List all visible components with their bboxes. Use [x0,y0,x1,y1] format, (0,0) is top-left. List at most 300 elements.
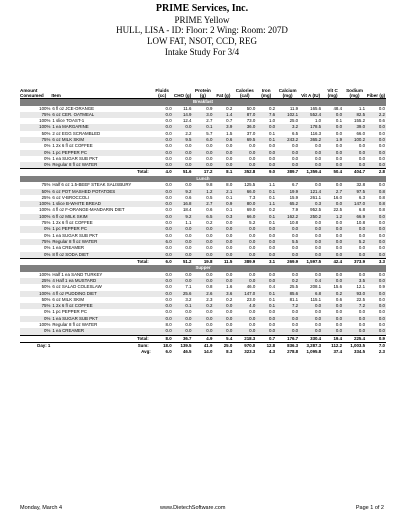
nutrient-cell: 0.0 [193,328,214,335]
nutrient-cell: 0.0 [233,150,256,156]
patient-info: HULL, LISA - ID: Floor: 2 Wing: Room: 207D [116,25,288,36]
total-cell: 5.4 [213,335,233,342]
nutrient-cell: 0.0 [276,252,299,259]
section-title: Supper [20,265,386,272]
nutrient-cell: 0.0 [193,162,214,169]
nutrient-cell: 1.1 [185,220,192,226]
column-header: Amount Consumed [20,88,51,99]
sum-cell: 7.0 [366,342,386,349]
nutrient-cell: 147.0 [233,291,256,297]
nutrient-cell: 0.0 [173,316,193,322]
total-label: Total: [20,258,152,265]
nutrient-cell: 0.0 [315,322,322,327]
section-total-row [20,335,386,342]
item-cell: 1 ea CREAMER [51,328,151,335]
nutrient-cell: 1.1 [256,201,276,207]
total-cell: 218.3 [233,335,256,342]
nutrient-cell: 0.1 [269,194,276,200]
nutrient-cell: 7.1 [185,284,192,290]
nutrient-cell: 0.0 [276,316,299,322]
nutrient-cell: 0.0 [226,143,233,149]
intake-table-body [20,99,386,356]
nutrient-cell: 0.8 [378,194,385,200]
nutrient-cell: 0.0 [299,150,322,156]
nutrient-cell: 0.0 [165,232,172,238]
nutrient-cell: 0.1 [193,124,214,130]
nutrient-cell: 6.0 [193,137,214,143]
nutrient-cell: 0.0 [358,232,366,238]
nutrient-cell: 0.0 [366,278,386,284]
nutrient-cell: 0.1 [256,303,276,309]
sum-cell: 1,003.5 [343,342,366,349]
nutrient-cell: 0.2 [193,303,214,309]
avg-cell: 46.5 [182,349,192,355]
intake-table [20,88,386,355]
nutrient-cell: 0.0 [213,303,233,309]
amount-consumed-cell: 0% [20,328,51,335]
nutrient-cell: 73.0 [246,118,256,124]
nutrient-cell: 0.0 [343,316,366,322]
nutrient-cell: 0.0 [322,150,343,156]
nutrient-cell: 14.9 [173,112,193,118]
nutrient-cell: 50.0 [246,105,256,111]
total-cell: 50.4 [322,169,343,176]
nutrient-cell: 0.0 [358,155,366,161]
location-name: PRIME Yellow [174,14,230,25]
nutrient-cell: 7.9 [292,207,299,213]
nutrient-cell: 36.0 [233,124,256,130]
nutrient-cell: 0.0 [152,201,173,207]
item-cell: 6 oz SALAD COLESLAW [52,284,102,290]
nutrient-cell: 0.0 [249,271,256,277]
nutrient-cell: 0.0 [322,201,343,207]
sum-cell: 970.0 [233,342,256,349]
item-cell: 6 oz POT MASHED POTATOES [51,189,151,195]
item-cell: 1 pc PEPPER PC [52,309,88,315]
nutrient-cell: 155.2 [354,118,366,124]
nutrient-cell: 0.0 [366,252,386,259]
nutrient-cell: 0.0 [185,155,192,161]
amount-consumed-cell: 0% [20,162,51,169]
nutrient-cell: 2.1 [213,189,233,195]
item-cell: Regular 8 fl oz WATER [52,322,98,327]
nutrient-cell: 0.0 [276,328,299,335]
item-cell: Regular 8 fl oz WATER [51,239,151,245]
nutrient-cell: 0.0 [378,296,385,302]
nutrient-cell: 0.0 [292,155,299,161]
section-total-row [20,169,386,176]
nutrient-cell: 0.0 [206,271,213,277]
nutrient-cell: 0.0 [322,252,343,259]
nutrient-cell: 0.0 [173,239,193,245]
nutrient-cell: 1.9 [322,137,343,143]
nutrient-cell: 0.1 [256,214,276,220]
total-cell: 352.8 [233,169,256,176]
nutrient-cell: 0.0 [378,105,385,111]
nutrient-cell: 0.0 [226,220,233,226]
total-cell: 330.4 [299,335,322,342]
avg-cell: 6.0 [165,349,172,355]
nutrient-cell: 0.2 [206,220,213,226]
total-cell: 1,359.4 [299,169,322,176]
avg-cell: 1,095.8 [306,349,322,355]
item-cell: 1 pc PEPPER PC [51,150,151,156]
nutrient-cell: 5.2 [249,220,256,226]
nutrient-cell: 0.0 [276,150,299,156]
nutrient-cell: 0.0 [193,226,214,232]
column-header: Calcium (mg) [276,88,299,99]
nutrient-cell: 0.0 [358,322,366,327]
nutrient-cell: 2.2 [366,112,386,118]
nutrient-cell: 0.0 [185,245,192,251]
nutrient-cell: 0.0 [299,316,322,322]
nutrient-cell: 0.0 [378,155,385,161]
total-cell: 17.2 [193,169,214,176]
nutrient-cell: 0.0 [173,278,193,284]
nutrient-cell: 0.0 [152,316,173,322]
nutrient-cell: 0.0 [335,271,343,277]
nutrient-cell: 93.0 [343,291,366,297]
amount-consumed-cell: 50% [41,296,51,302]
nutrient-cell: 0.0 [152,252,173,259]
total-cell: 404.7 [343,169,366,176]
item-cell: 4 fl oz F-ORANGE-MANDARIN DIET [52,207,125,213]
item-cell: Half 6 oz 1.5-BEEF STEAK SALISBURY [52,182,132,188]
nutrient-cell: 0.0 [226,322,233,327]
nutrient-cell: 0.6 [378,118,385,124]
nutrient-cell: 0.0 [173,162,193,169]
nutrient-cell: 0.0 [165,143,172,149]
nutrient-cell: 46.0 [246,284,256,290]
nutrient-cell: 0.0 [315,245,322,251]
table-row [20,162,386,169]
nutrient-cell: 0.0 [343,150,366,156]
nutrient-cell: 0.9 [213,201,233,207]
section-header-row [20,99,386,106]
total-cell: 8.0 [152,335,173,342]
nutrient-cell: 66.0 [233,214,256,220]
nutrient-cell: 0.0 [322,124,343,130]
nutrient-cell: 1.6 [226,284,233,290]
amount-consumed-cell: 100% [39,322,51,327]
nutrient-cell: 0.0 [269,271,276,277]
nutrient-cell: 10.8 [356,220,366,226]
nutrient-cell: 6.3 [358,194,366,200]
nutrient-cell: 0.2 [276,278,299,284]
total-cell: 176.7 [276,335,299,342]
nutrient-cell: 0.0 [152,278,173,284]
nutrient-cell: 0.0 [206,155,213,161]
nutrient-cell: 0.0 [165,130,172,136]
nutrient-cell: 0.0 [173,124,193,130]
nutrient-cell: 6.8 [358,207,366,213]
amount-consumed-cell: 75% [20,137,51,143]
nutrient-cell: 0.0 [299,328,322,335]
nutrient-cell: 0.2 [269,207,276,213]
nutrient-cell: 0.8 [366,189,386,195]
nutrient-cell: 0.0 [269,322,276,327]
nutrient-cell: 0.0 [358,309,366,315]
amount-consumed-cell: 100% [20,201,51,207]
nutrient-cell: 3.2 [276,124,299,130]
nutrient-cell: 0.0 [152,303,173,309]
nutrient-cell: 0.0 [165,118,172,124]
nutrient-cell: 2.7 [322,189,343,195]
nutrient-cell: 11.6 [183,105,192,111]
nutrient-cell: 0.3 [213,214,233,220]
sum-cell: 41.9 [193,342,214,349]
nutrient-cell: 66.9 [343,214,366,220]
sum-cell: 3,287.3 [299,342,322,349]
nutrient-cell: 1.5 [226,130,233,136]
nutrient-cell: 0.1 [226,194,233,200]
nutrient-cell: 0.0 [292,232,299,238]
footer-date: Monday, March 4 [20,505,63,511]
nutrient-cell: 0.0 [322,226,343,232]
nutrient-cell: 125.5 [244,182,256,188]
total-cell: 9.0 [256,169,276,176]
item-cell: 1 ea SUGAR SUB PKT [52,155,98,161]
nutrient-cell: 0.0 [366,137,386,143]
footer-url[interactable]: www.DietechSoftware.com [160,505,226,511]
nutrient-cell: 0.0 [366,316,386,322]
column-header: Protein (g) [193,88,214,99]
total-cell: 8.1 [213,169,233,176]
nutrient-cell: 0.0 [335,182,343,188]
column-header: Vit C (mg) [322,88,343,99]
nutrient-cell: 0.0 [213,278,233,284]
nutrient-cell: 7.2 [276,303,299,309]
item-cell: 8 fl oz SODA DIET [51,252,151,259]
nutrient-cell: 162.2 [276,214,299,220]
nutrient-cell: 0.1 [256,137,276,143]
total-cell: 225.4 [343,335,366,342]
nutrient-cell: 0.0 [233,226,256,232]
nutrient-cell: 25.5 [289,284,299,290]
nutrient-cell: 0.0 [213,316,233,322]
amount-consumed-cell: 75% [20,112,51,118]
item-cell: 6 fl oz JCE-ORANGE [52,105,95,111]
nutrient-cell: 0.0 [378,322,385,327]
nutrient-cell: 0.0 [165,284,172,290]
nutrient-cell: 0.0 [249,232,256,238]
nutrient-cell: 0.0 [322,278,343,284]
amount-consumed-cell: 0% [20,316,51,322]
column-header: CHO (g) [173,88,193,99]
amount-consumed-cell: 50% [41,130,51,136]
avg-cell: 334.5 [354,349,366,355]
amount-consumed-cell: 100% [20,291,51,297]
nutrient-cell: 0.0 [185,232,192,238]
column-header: Sodium (mg) [343,88,366,99]
nutrient-cell: 243.2 [276,137,299,143]
nutrient-cell: 9.2 [173,189,193,195]
nutrient-cell: 0.0 [335,220,343,226]
nutrient-cell: 6.0 [152,239,173,245]
nutrient-cell: 0.0 [378,271,385,277]
day-sum-row [20,342,386,349]
amount-consumed-cell: 100% [39,105,51,111]
amount-consumed-cell: 100% [39,118,51,124]
nutrient-cell: 6.5 [292,130,299,136]
amount-consumed-cell: 75% [20,239,51,245]
amount-consumed-cell: 0% [44,309,51,315]
item-cell: 1 2x 6 fl oz COFFEE [52,143,93,149]
nutrient-cell: 0.0 [256,124,276,130]
nutrient-cell: 0.2 [226,296,233,302]
nutrient-cell: 0.0 [233,278,256,284]
nutrient-cell: 0.0 [256,278,276,284]
column-header-row [20,88,386,99]
item-cell: 1 ea SUGAR SUB PKT [52,232,98,238]
nutrient-cell: 0.0 [185,271,192,277]
nutrient-cell: 115.1 [310,296,322,302]
nutrient-cell: 6.5 [193,214,214,220]
table-row [20,252,386,259]
nutrient-cell: 6.8 [299,291,322,297]
nutrient-cell: 0.0 [315,182,322,188]
total-cell: 1,597.5 [299,258,322,265]
nutrient-cell: 0.0 [335,232,343,238]
day-label: Day: 1 [20,342,51,349]
nutrient-cell: 0.0 [366,226,386,232]
nutrient-cell: 69.0 [246,207,256,213]
nutrient-cell: 0.0 [173,328,193,335]
nutrient-cell: 3.6 [213,291,233,297]
total-cell: 389.9 [233,258,256,265]
nutrient-cell: 0.0 [378,220,385,226]
nutrient-cell: 0.0 [343,226,366,232]
nutrient-cell: 0.0 [152,124,173,130]
nutrient-cell: 261.1 [310,194,322,200]
nutrient-cell: 7.2 [343,303,366,309]
nutrient-cell: 0.7 [226,118,233,124]
nutrient-cell: 0.0 [299,252,322,259]
nutrient-cell: 0.0 [276,162,299,169]
nutrient-cell: 102.1 [276,112,299,118]
nutrient-cell: 0.6 [206,207,213,213]
nutrient-cell: 0.0 [165,194,172,200]
amount-consumed-cell: 100% [20,214,51,220]
nutrient-cell: 0.0 [249,322,256,327]
table-row [20,328,386,335]
avg-cell: 4.3 [269,349,276,355]
nutrient-cell: 0.0 [299,303,322,309]
nutrient-cell: 0.0 [193,150,214,156]
total-cell: 0.9 [366,335,386,342]
nutrient-cell: 0.0 [249,309,256,315]
sum-cell: 18.0 [152,342,173,349]
nutrient-cell: 22.5 [356,296,366,302]
nutrient-cell: 15.6 [333,284,343,290]
nutrient-cell: 0.0 [165,155,172,161]
nutrient-cell: 0.0 [213,150,233,156]
nutrient-cell: 0.0 [256,150,276,156]
amount-consumed-cell: 75% [20,303,51,309]
spacer-cell [20,349,51,355]
nutrient-cell: 0.0 [378,182,385,188]
nutrient-cell: 85.6 [276,291,299,297]
nutrient-cell: 0.0 [315,232,322,238]
amount-consumed-cell: 75% [41,220,51,226]
nutrient-cell: 0.0 [152,189,173,195]
item-cell: Regular 8 fl oz WATER [51,162,151,169]
nutrient-cell: 0.0 [378,232,385,238]
nutrient-cell: 1.4 [213,112,233,118]
nutrient-cell: 0.0 [366,124,386,130]
nutrient-cell: 0.0 [335,143,343,149]
nutrient-cell: 0.0 [226,271,233,277]
nutrient-cell: 250.2 [299,214,322,220]
nutrient-cell: 0.8 [378,207,385,213]
nutrient-cell: 0.0 [315,309,322,315]
nutrient-cell: 0.0 [256,239,276,245]
nutrient-cell: 0.1 [256,291,276,297]
total-cell: 3.3 [366,258,386,265]
nutrient-cell: 0.8 [206,284,213,290]
avg-cell: 278.8 [287,349,299,355]
item-cell: 6 oz CER. OATMEAL [51,112,151,118]
nutrient-cell: 87.0 [233,112,256,118]
nutrient-cell: 0.0 [315,220,322,226]
nutrient-cell: 0.0 [256,162,276,169]
nutrient-cell: 12.1 [356,284,366,290]
nutrient-cell: 0.0 [233,162,256,169]
nutrient-cell: 10.8 [289,220,299,226]
total-cell: 51.2 [173,258,193,265]
total-cell: 0.7 [256,335,276,342]
sum-cell: 25.0 [213,342,233,349]
nutrient-cell: 0.0 [335,309,343,315]
nutrient-cell: 0.0 [292,143,299,149]
item-cell: 1 2x 6 fl oz COFFEE [52,220,93,226]
nutrient-cell: 81.1 [289,296,299,302]
nutrient-cell: 39.0 [343,124,366,130]
item-cell: Half 1 ea SAND TURKEY [52,271,103,277]
nutrient-cell: 0.9 [206,105,213,111]
avg-cell: 8.3 [226,349,233,355]
section-title: Breakfast [20,99,386,106]
nutrient-cell: 0.0 [152,162,173,169]
nutrient-cell: 0.0 [269,232,276,238]
nutrient-cell: 0.0 [366,303,386,309]
nutrient-cell: 0.0 [226,245,233,251]
nutrient-cell: 0.6 [185,194,192,200]
amount-consumed-cell: 75% [41,182,51,188]
nutrient-cell: 25.6 [173,291,193,297]
column-header: Fat (g) [213,88,233,99]
nutrient-cell: 0.8 [366,201,386,207]
amount-consumed-cell: 25% [20,278,51,284]
day-avg-row [20,349,386,355]
nutrient-cell: 0.0 [233,239,256,245]
nutrient-cell: 7.6 [256,112,276,118]
nutrient-cell: 116.3 [310,130,322,136]
nutrient-cell: 0.0 [256,328,276,335]
nutrient-cell: 100.2 [343,137,366,143]
nutrient-cell: 3.2 [185,296,192,302]
sum-label: Sum: [51,342,151,349]
column-header: Fluids (cc) [152,88,173,99]
nutrient-cell: 2.3 [206,296,213,302]
nutrient-cell: 0.0 [152,150,173,156]
item-cell: 1 slice B-WHITE BREAD [51,201,151,207]
nutrient-cell: 2.6 [193,291,214,297]
nutrient-cell: 0.0 [165,105,172,111]
nutrient-cell: 0.0 [226,232,233,238]
column-header: Vit A (IU) [299,88,322,99]
amount-consumed-cell: 0% [20,150,51,156]
